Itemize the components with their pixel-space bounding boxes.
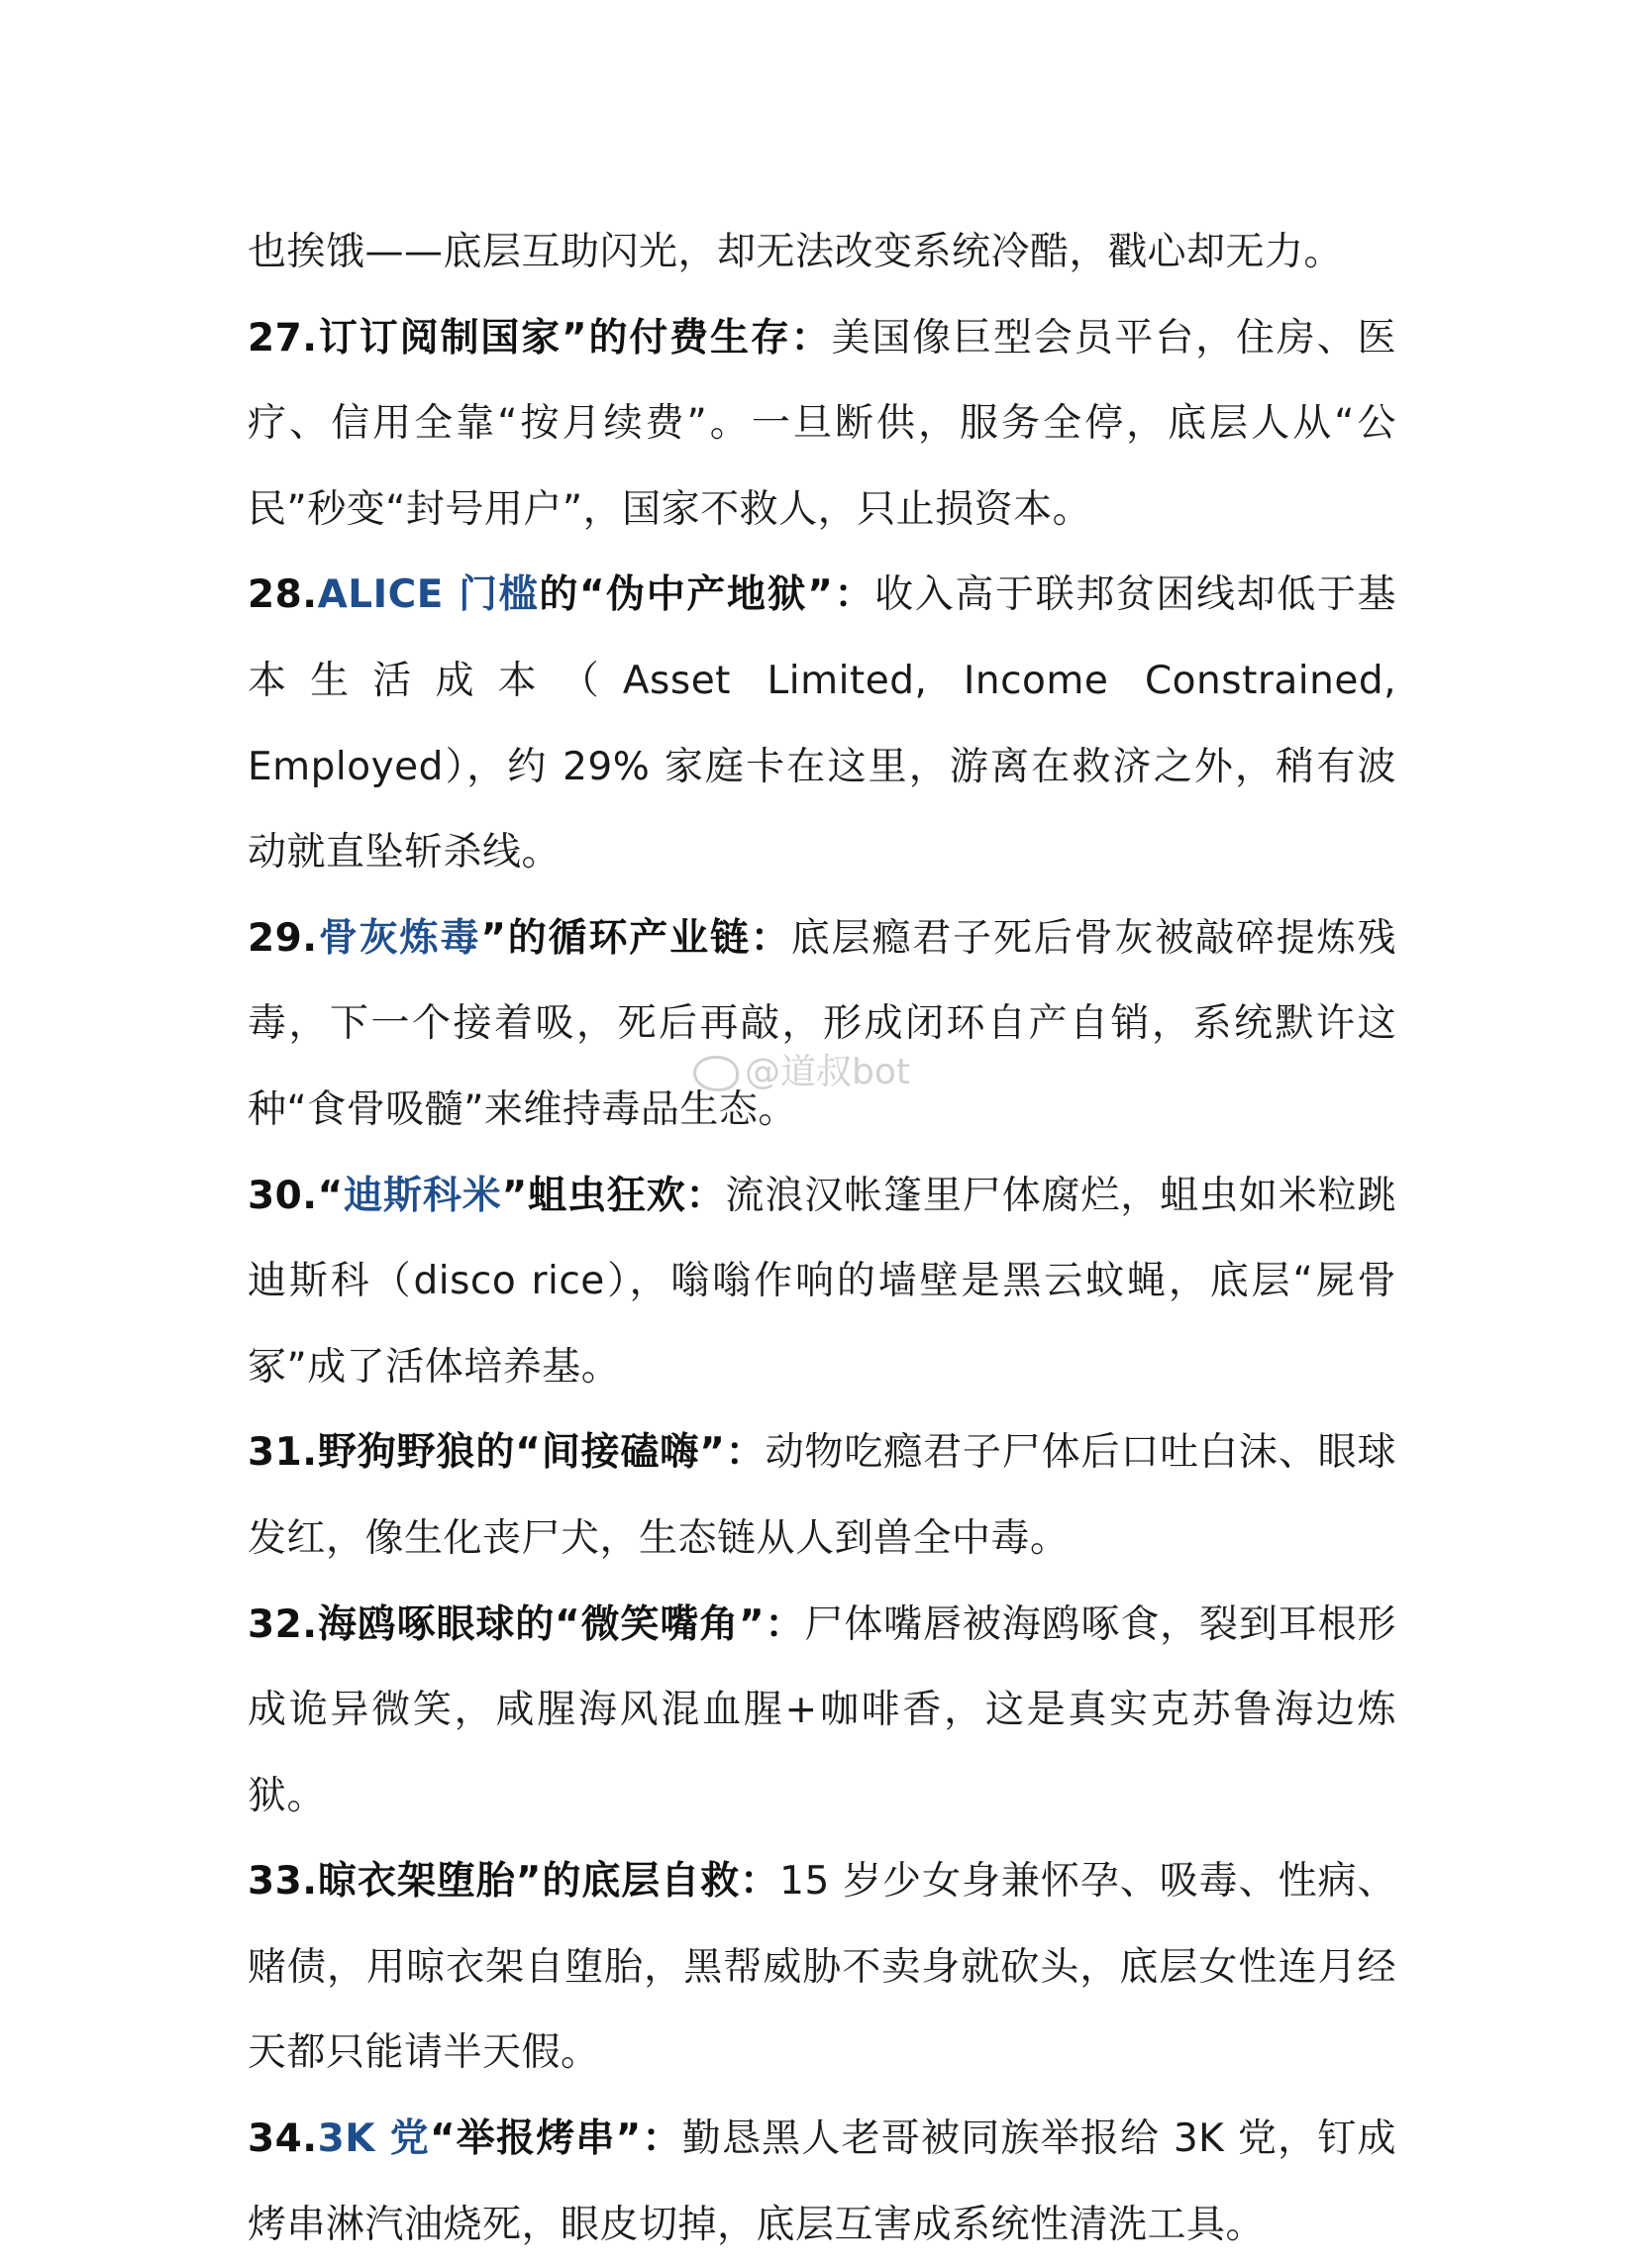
item-keyword-highlight: ALICE 门槛 [317,572,540,618]
item-heading: 的“伪中产地狱”： [539,572,875,618]
item-body: 收入高于联邦贫困线却低于基本生活成本（Asset Limited, Income Constrained, Employed），约 29% 家庭卡在这里，游离在救济之外，稍有波动就直坠斩杀线。 [248,572,1396,876]
item-heading: 27.订订阅制国家”的付费生存： [248,315,832,361]
item-body: 尸体嘴唇被海鸥啄食，裂到耳根形成诡异微笑，咸腥海风混血腥+咖啡香，这是真实克苏鲁海边炼狱。 [248,1601,1396,1818]
paragraph-item-32 [248,1583,1396,1840]
item-body: 动物吃瘾君子尸体后口吐白沫、眼球发红，像生化丧尸犬，生态链从人到兽全中毒。 [248,1430,1396,1561]
item-body: 15 岁少女身兼怀孕、吸毒、性病、赌债，用晾衣架自堕胎，黑帮威胁不卖身就砍头，底层女性连月经天都只能请半天假。 [248,1859,1396,2076]
item-heading: 31.野狗野狼的“间接磕嗨”： [248,1430,766,1476]
paragraph-item-27 [248,296,1396,554]
item-heading: “举报烤串”： [429,2116,682,2162]
paragraph-item-29 [248,896,1396,1154]
paragraph-intro [248,210,1396,296]
watermark [693,1044,910,1094]
item-keyword-highlight: 迪斯科米 [343,1173,502,1218]
item-number: 34. [248,2116,318,2162]
item-body: 勤恳黑人老哥被同族举报给 3K 党，钉成烤串淋汽油烧死，眼皮切掉，底层互害成系统性清洗工具。 [248,2116,1396,2247]
item-heading: 32.海鸥啄眼球的“微笑嘴角”： [248,1601,805,1647]
paragraph-item-31 [248,1410,1396,1582]
item-keyword-highlight: 骨灰炼毒 [317,915,481,961]
item-number: 28. [248,572,318,618]
item-body: 流浪汉帐篷里尸体腐烂，蛆虫如米粒跳迪斯科（disco rice），嗡嗡作响的墙壁是黑云蚊蝇，底层“屍骨冢”成了活体培养基。 [248,1173,1396,1390]
item-heading: ”蛆虫狂欢： [501,1173,726,1218]
weibo-icon [693,1056,739,1091]
watermark-text: @道叔bot [745,1052,910,1092]
paragraph-item-34 [248,2097,1396,2268]
paragraph-item-30 [248,1154,1396,1411]
paragraph-text: 也挨饿——底层互助闪光，却无法改变系统冷酷，戳心却无力。 [248,230,1344,274]
paragraph-item-28 [248,553,1396,895]
paragraph-item-33 [248,1839,1396,2097]
item-keyword-highlight: 3K 党 [317,2116,430,2162]
item-number: 29. [248,915,318,961]
item-number: 30.“ [248,1173,344,1218]
item-body: 美国像巨型会员平台，住房、医疗、信用全靠“按月续费”。一旦断供，服务全停，底层人从“公民”秒变“封号用户”，国家不救人，只止损资本。 [248,315,1396,532]
item-body: 底层瘾君子死后骨灰被敲碎提炼残毒，下一个接着吸，死后再敲，形成闭环自产自销，系统默许这种“食骨吸髓”来维持毒品生态。 [248,915,1396,1132]
item-heading: 33.晾衣架堕胎”的底层自救： [248,1859,780,1905]
document-body [248,210,1396,2268]
item-heading: ”的循环产业链： [480,915,791,961]
